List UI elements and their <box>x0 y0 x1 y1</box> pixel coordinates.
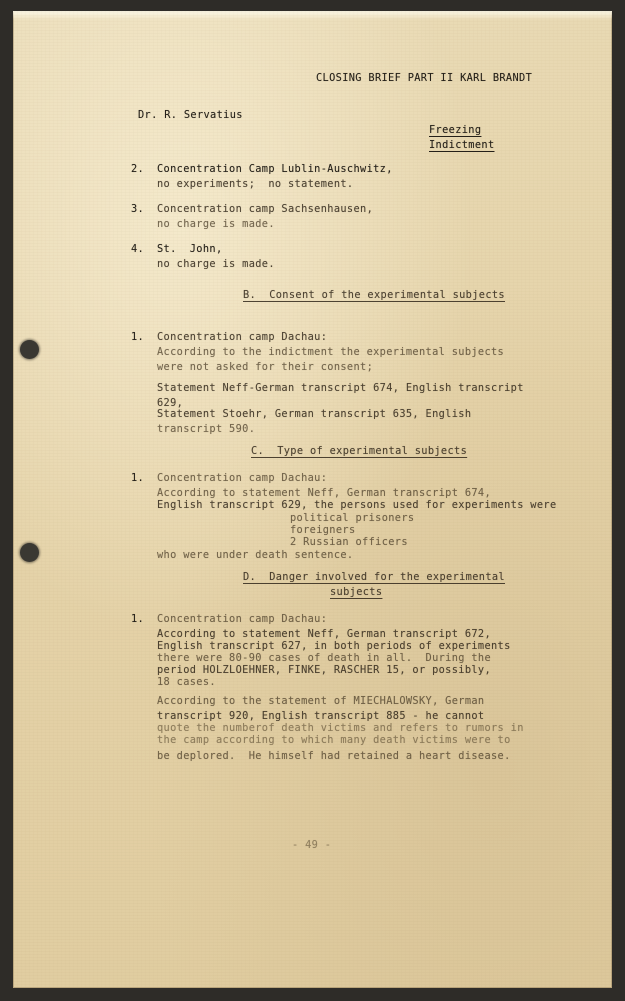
section-c-trailing-line: who were under death sentence. <box>157 549 354 561</box>
item-4-line-1: St. John, <box>157 243 223 255</box>
section-c-heading: C. Type of experimental subjects <box>251 445 468 457</box>
section-d-item-line-1: Concentration camp Dachau: <box>157 613 328 625</box>
section-b-item-number: 1. <box>131 331 145 343</box>
item-3-line-2: no charge is made. <box>157 218 275 230</box>
section-c-item-line-3: English transcript 629, the persons used for experiments were <box>157 499 557 511</box>
section-b-heading: B. Consent of the experimental subjects <box>243 289 505 301</box>
section-d-heading-line-1: D. Danger involved for the experimental <box>243 571 505 583</box>
section-d-para-line-2: transcript 920, English transcript 885 - he cannot <box>157 710 485 722</box>
section-c-item-line-2: According to statement Neff, German transcript 674, <box>157 487 492 499</box>
section-c-subject-foreigners: foreigners <box>290 524 356 536</box>
item-number-2: 2. <box>131 163 145 175</box>
topic-indictment: Indictment <box>429 139 495 151</box>
item-2-line-1: Concentration Camp Lublin-Auschwitz, <box>157 163 393 175</box>
section-b-item-line-3: were not asked for their consent; <box>157 361 374 373</box>
counsel-name: Dr. R. Servatius <box>138 109 243 121</box>
section-b-item-line-1: Concentration camp Dachau: <box>157 331 328 343</box>
item-number-3: 3. <box>131 203 145 215</box>
document-header: CLOSING BRIEF PART II KARL BRANDT <box>316 72 533 84</box>
page-number: - 49 - <box>292 839 332 851</box>
section-b-para-line-2: 629, <box>157 397 184 409</box>
section-b-para-line-4: transcript 590. <box>157 423 256 435</box>
section-b-item-line-2: According to the indictment the experimental subjects <box>157 346 505 358</box>
topic-freezing: Freezing <box>429 124 482 136</box>
section-d-item-line-5: period HOLZLOEHNER, FINKE, RASCHER 15, or possibly, <box>157 664 492 676</box>
section-c-subject-political-prisoners: political prisoners <box>290 512 415 524</box>
section-d-item-number: 1. <box>131 613 145 625</box>
section-d-item-line-2: According to statement Neff, German transcript 672, <box>157 628 492 640</box>
item-2-line-2: no experiments; no statement. <box>157 178 354 190</box>
item-3-line-1: Concentration camp Sachsenhausen, <box>157 203 374 215</box>
section-d-para-line-3: quote the numberof death victims and refers to rumors in <box>157 722 524 734</box>
section-b-para-line-3: Statement Stoehr, German transcript 635, English <box>157 408 472 420</box>
section-c-item-number: 1. <box>131 472 145 484</box>
item-number-4: 4. <box>131 243 145 255</box>
section-d-para-line-1: According to the statement of MIECHALOWSKY, German <box>157 695 485 707</box>
section-d-item-line-4: there were 80-90 cases of death in all. During the <box>157 652 492 664</box>
section-d-item-line-6: 18 cases. <box>157 676 216 688</box>
section-c-subject-russian-officers: 2 Russian officers <box>290 536 408 548</box>
item-4-line-2: no charge is made. <box>157 258 275 270</box>
section-d-para-line-5: be deplored. He himself had retained a heart disease. <box>157 750 511 762</box>
section-d-item-line-3: English transcript 627, in both periods of experiments <box>157 640 511 652</box>
section-b-para-line-1: Statement Neff-German transcript 674, English transcript <box>157 382 524 394</box>
section-d-para-line-4: the camp according to which many death victims were to <box>157 734 511 746</box>
section-d-heading-line-2: subjects <box>330 586 383 598</box>
section-c-item-line-1: Concentration camp Dachau: <box>157 472 328 484</box>
